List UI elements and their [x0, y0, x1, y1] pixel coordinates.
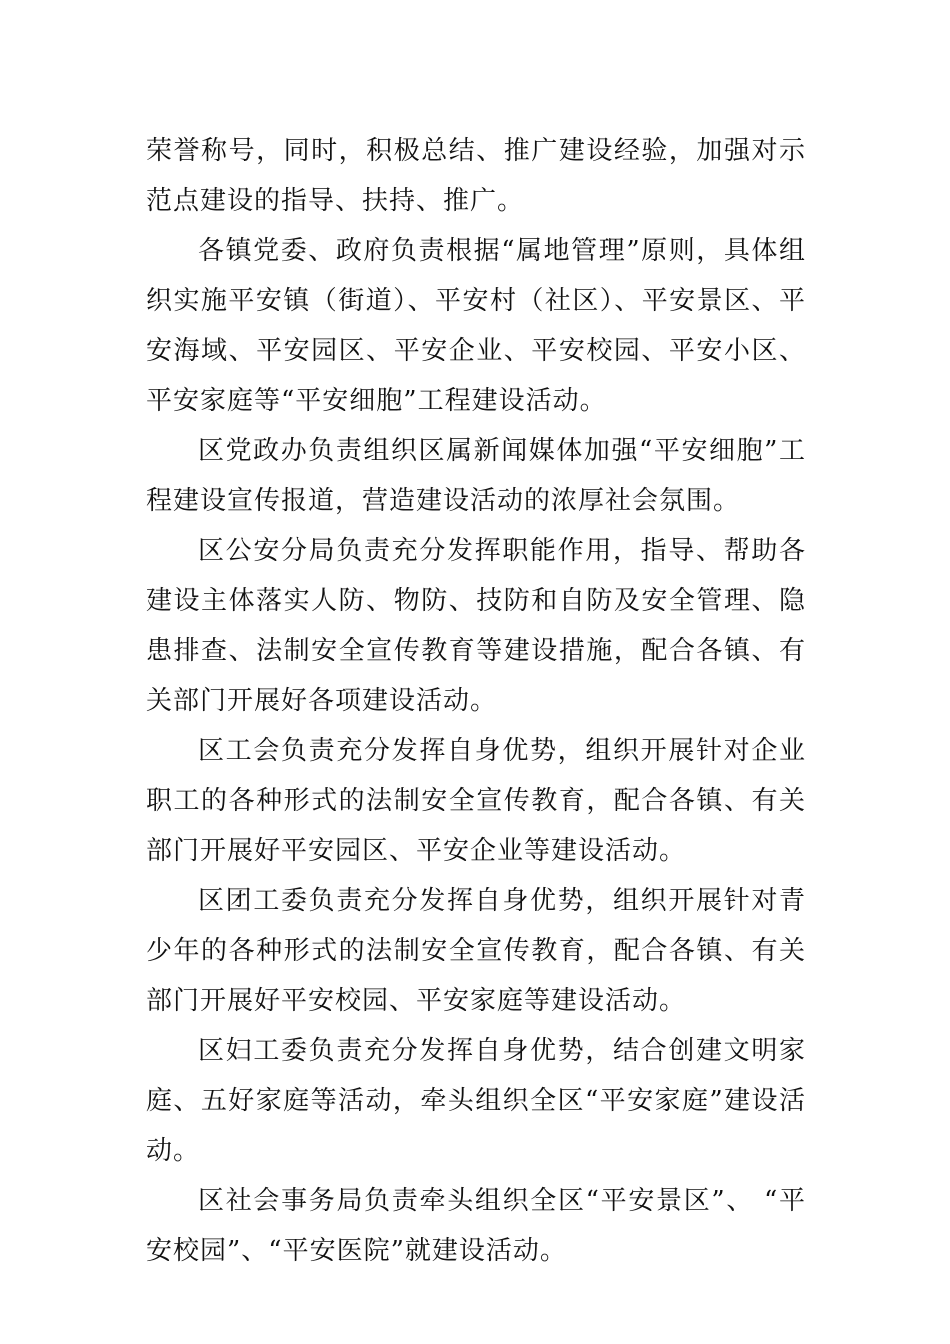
- paragraph-continuation: 荣誉称号，同时，积极总结、推广建设经验，加强对示范点建设的指导、扶持、推广。: [146, 136, 806, 216]
- paragraph-trade-union: 区工会负责充分发挥自身优势，组织开展针对企业职工的各种形式的法制安全宣传教育，配合各镇、有关部门开展好平安园区、平安企业等建设活动。: [146, 736, 806, 866]
- paragraph-party-office: 区党政办负责组织区属新闻媒体加强“平安细胞”工程建设宣传报道，营造建设活动的浓厚社会氛围。: [146, 436, 806, 516]
- document-body: [146, 126, 806, 1276]
- paragraph-social-affairs: 区社会事务局负责牵头组织全区“平安景区”、 “平安校园”、“平安医院”就建设活动。: [146, 1186, 806, 1266]
- paragraph-town-party-committees: 各镇党委、政府负责根据“属地管理”原则，具体组织实施平安镇（街道）、平安村（社区）、平安景区、平安海域、平安园区、平安企业、平安校园、平安小区、平安家庭等“平安细胞”工程建设活动。: [146, 236, 806, 416]
- paragraph-youth-league: 区团工委负责充分发挥自身优势，组织开展针对青少年的各种形式的法制安全宣传教育，配合各镇、有关部门开展好平安校园、平安家庭等建设活动。: [146, 886, 806, 1016]
- paragraph-women-committee: 区妇工委负责充分发挥自身优势，结合创建文明家庭、五好家庭等活动，牵头组织全区“平安家庭”建设活动。: [146, 1036, 806, 1166]
- paragraph-public-security: 区公安分局负责充分发挥职能作用，指导、帮助各建设主体落实人防、物防、技防和自防及安全管理、隐患排查、法制安全宣传教育等建设措施，配合各镇、有关部门开展好各项建设活动。: [146, 536, 806, 716]
